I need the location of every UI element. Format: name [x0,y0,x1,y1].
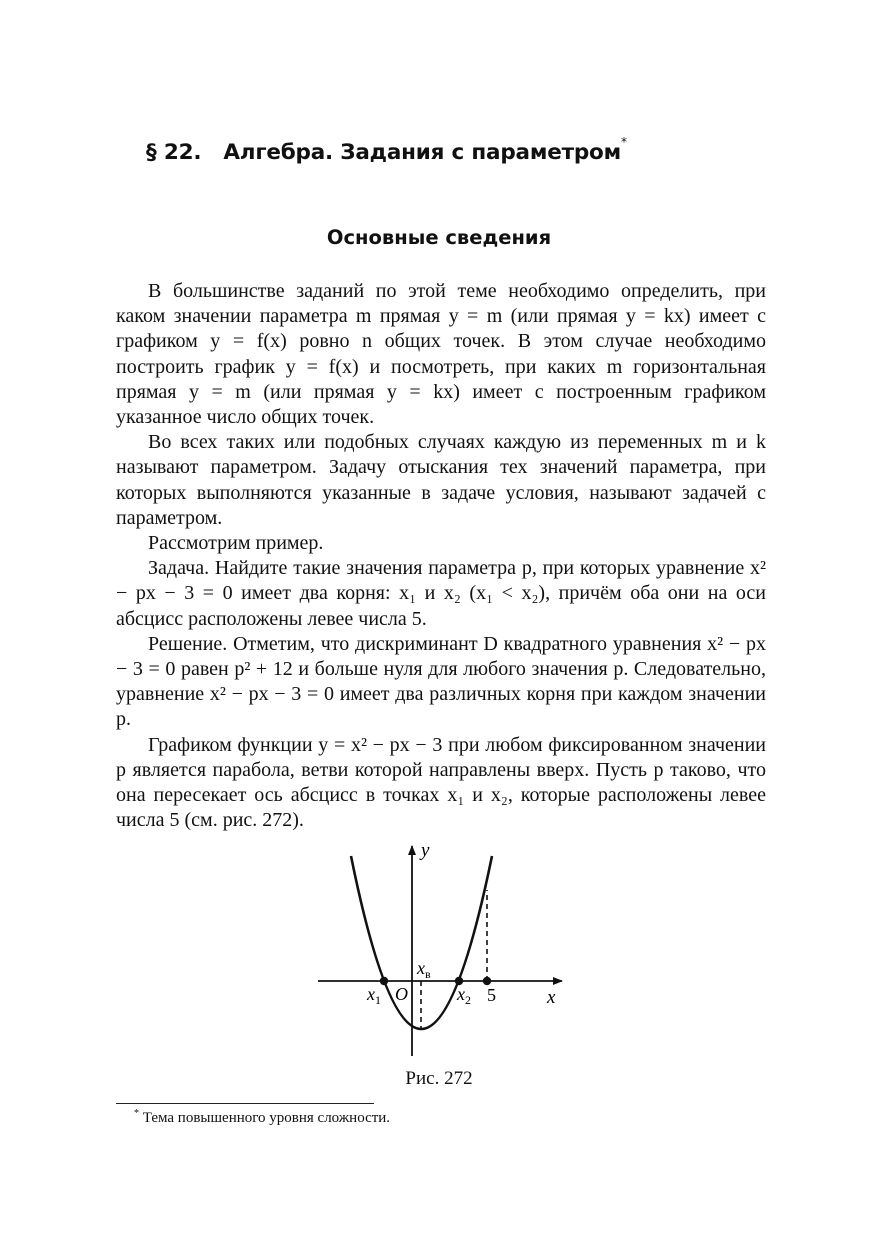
paragraph: Рассмотрим пример. [148,532,324,555]
x-axis-label: x [547,987,556,1008]
root1-point [380,977,388,985]
footnote-mark: * [134,1108,139,1119]
root2-label: $x_2$ [457,984,471,1007]
paragraph: Графиком функции y = x² − px − 3 при любом фиксированном значении p является парабола, ветви которой направлены вверх. Пусть p таково, что она пересекает ось абсцисс в точках x₁ и x₂, которые расположены левее числа 5 (см. рис. 272). [116,733,766,832]
five-label: 5 [487,985,496,1005]
paragraph: Во всех таких или подобных случаях каждую из переменных m и k называют параметром. Задачу отыскания тех значений параметра, при которых выполняются указанные в задаче условия, называют задачей с параметром. [116,431,766,529]
footnote-divider [116,1103,374,1104]
root1-label: $x_1$ [367,984,381,1007]
paragraph: Задача. Найдите такие значения параметра p, при которых уравнение x² − px − 3 = 0 имеет два корня: x₁ и x₂ (x₁ < x₂), причём оба они на оси абсцисс расположены левее числа 5. [116,557,766,630]
figure-caption: Рис. 272 [405,1068,473,1089]
chapter-footnote-mark: * [621,135,627,149]
section-title: Основные сведения [326,226,552,249]
y-axis-label: y [421,840,430,861]
parabola-figure [300,838,580,1068]
five-point [483,977,491,985]
footnote-text: Тема повышенного уровня сложности. [142,1110,391,1126]
chapter-number: § 22. [146,140,202,165]
footnote [134,1110,390,1127]
paragraph: Решение. Отметим, что дискриминант D квадратного уравнения x² − px − 3 = 0 равен p² + 12 и больше нуля для любого значения p. Следовательно, уравнение x² − px − 3 = 0 имеет два различных корня при каждом значении p. [116,632,766,731]
vertex-label: $x_в$ [417,958,431,981]
body-text [116,279,766,833]
paragraph: В большинстве заданий по этой теме необходимо определить, при каком значении параметра m прямая y = m (или прямая y = kx) имеет с графиком y = f(x) ровно n общих точек. В этом случае необходимо построить график y = f(x) и посмотреть, при каких m горизонтальная прямая y = m (или прямая y = kx) имеет с построенным графиком указанное число общих точек. [116,280,766,429]
origin-label: O [395,984,408,1004]
chapter-heading [146,135,627,165]
chapter-title: Алгебра. Задания с параметром [223,140,621,165]
